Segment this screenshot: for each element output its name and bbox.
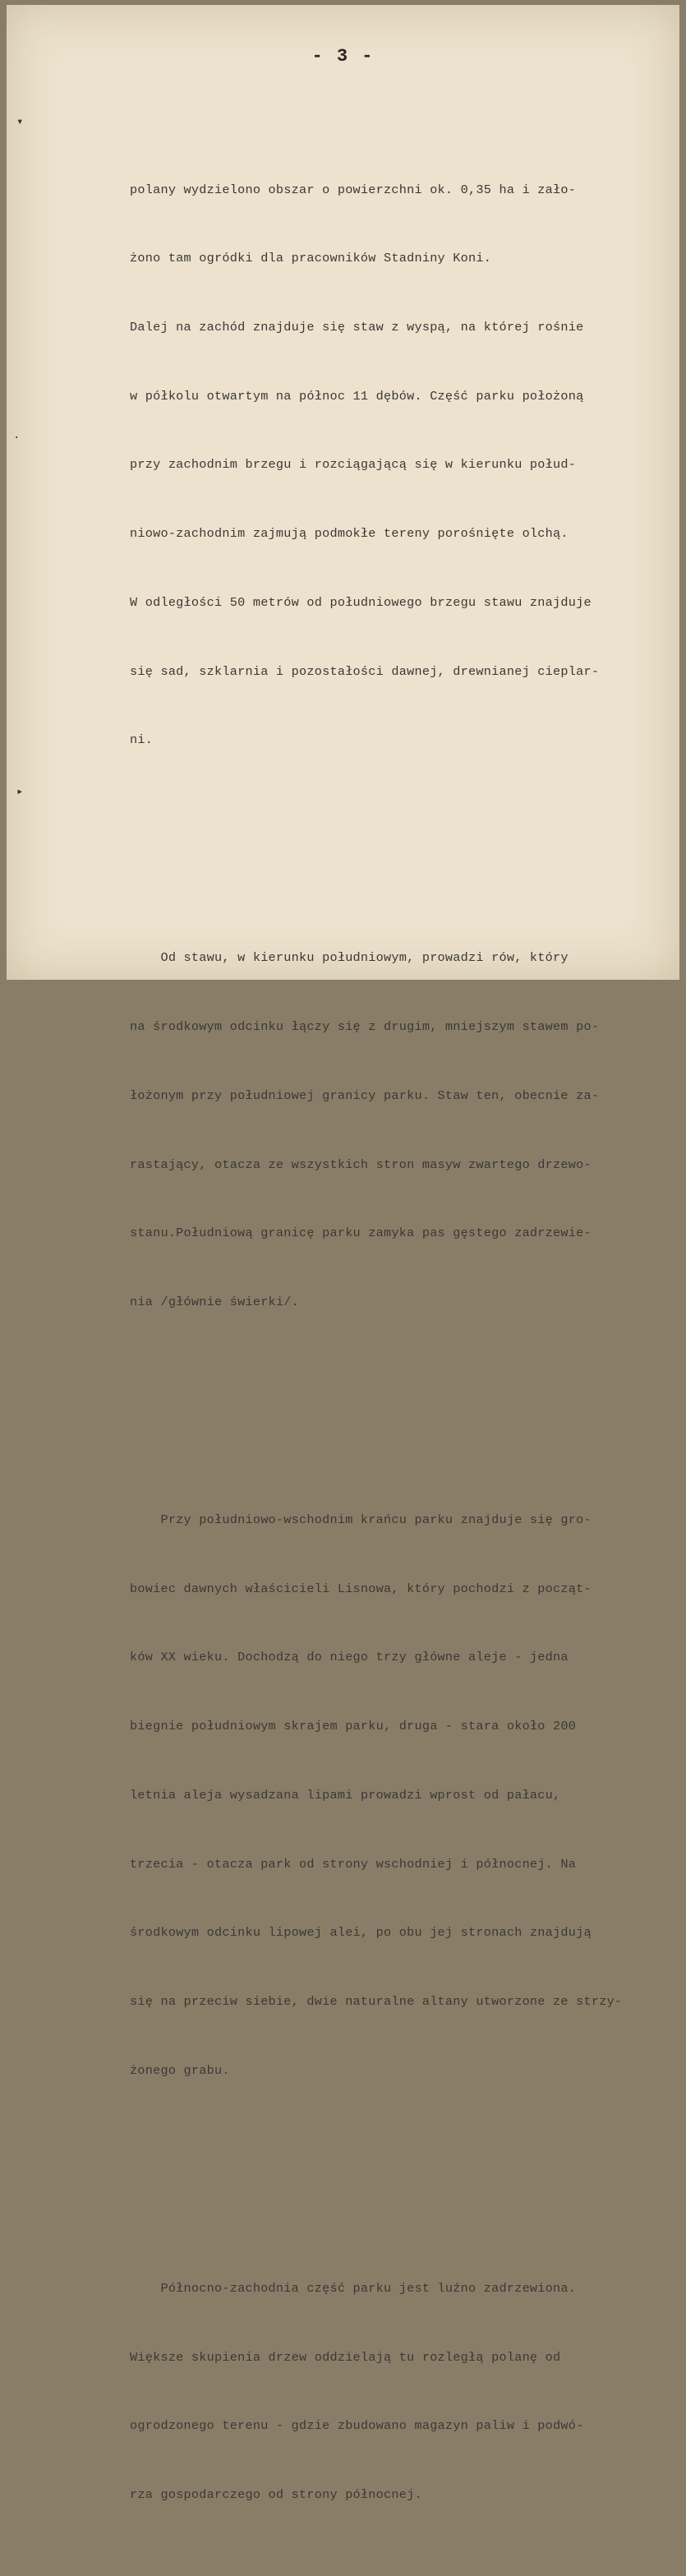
text-line: łożonym przy południowej granicy parku. Staw ten, obecnie za- bbox=[130, 1087, 600, 1103]
paragraph-1 bbox=[130, 133, 672, 798]
text-line: Przy południowo-wschodnim krańcu parku znajduje się gro- bbox=[130, 1512, 592, 1528]
paragraph-4 bbox=[130, 2232, 672, 2553]
paragraph-gap bbox=[130, 844, 672, 856]
text-line: przy zachodnim brzegu i rozciągającą się w kierunku połud- bbox=[130, 457, 577, 473]
text-line: w półkolu otwartym na północ 11 dębów. Część parku położoną bbox=[130, 388, 584, 404]
document-body bbox=[130, 87, 672, 2576]
text-line: środkowym odcinku lipowej alei, po obu jej stronach znajdują bbox=[130, 1925, 592, 1941]
text-line: letnia aleja wysadzana lipami prowadzi wprost od pałacu, bbox=[130, 1787, 561, 1803]
text-line: Północno-zachodnia część parku jest luźno zadrzewiona. bbox=[130, 2280, 577, 2296]
punch-mark-top: ▾ bbox=[16, 116, 24, 129]
paragraph-gap bbox=[130, 2174, 672, 2186]
text-line: na środkowym odcinku łączy się z drugim, mniejszym stawem po- bbox=[130, 1019, 600, 1035]
text-line: bowiec dawnych właścicieli Lisnowa, który pochodzi z począt- bbox=[130, 1581, 592, 1596]
text-line: rza gospodarczego od strony północnej. bbox=[130, 2486, 422, 2502]
text-line: biegnie południowym skrajem parku, druga - stara około 200 bbox=[130, 1719, 577, 1734]
text-line: żono tam ogródki dla pracowników Stadniny Koni. bbox=[130, 251, 492, 266]
text-line: ogrodzonego terenu - gdzie zbudowano magazyn paliw i podwó- bbox=[130, 2418, 584, 2434]
text-line: trzecia - otacza park od strony wschodniej i północnej. Na bbox=[130, 1856, 577, 1872]
punch-mark-bottom: ▸ bbox=[16, 786, 24, 799]
text-line: Dalej na zachód znajduje się staw z wyspą, na której rośnie bbox=[130, 320, 584, 335]
paragraph-2 bbox=[130, 902, 672, 1360]
page-number: - 3 - bbox=[311, 46, 375, 67]
text-line: ni. bbox=[130, 732, 154, 748]
paragraph-gap bbox=[130, 1406, 672, 1417]
text-line: niowo-zachodnim zajmują podmokłe tereny porośnięte olchą. bbox=[130, 526, 569, 542]
text-line: stanu.Południową granicę parku zamyka pas gęstego zadrzewie- bbox=[130, 1226, 592, 1241]
text-line: Od stawu, w kierunku południowym, prowadzi rów, który bbox=[130, 950, 569, 966]
text-line: się sad, szklarnia i pozostałości dawnej, drewnianej cieplar- bbox=[130, 663, 600, 679]
paragraph-3 bbox=[130, 1463, 672, 2128]
text-line: W odległości 50 metrów od południowego brzegu stawu znajduje bbox=[130, 594, 592, 610]
text-line: się na przeciw siebie, dwie naturalne altany utworzone ze strzy- bbox=[130, 1993, 623, 2009]
punch-mark-middle: · bbox=[13, 432, 21, 445]
text-line: ków XX wieku. Dochodzą do niego trzy główne aleje - jedna bbox=[130, 1650, 569, 1665]
text-line: Większe skupienia drzew oddzielają tu rozległą polanę od bbox=[130, 2349, 561, 2365]
text-line: żonego grabu. bbox=[130, 2062, 230, 2078]
text-line: nia /głównie świerki/. bbox=[130, 1294, 300, 1309]
text-line: rastający, otacza ze wszystkich stron masyw zwartego drzewo- bbox=[130, 1156, 592, 1172]
text-line: polany wydzielono obszar o powierzchni ok. 0,35 ha i zało- bbox=[130, 182, 577, 197]
